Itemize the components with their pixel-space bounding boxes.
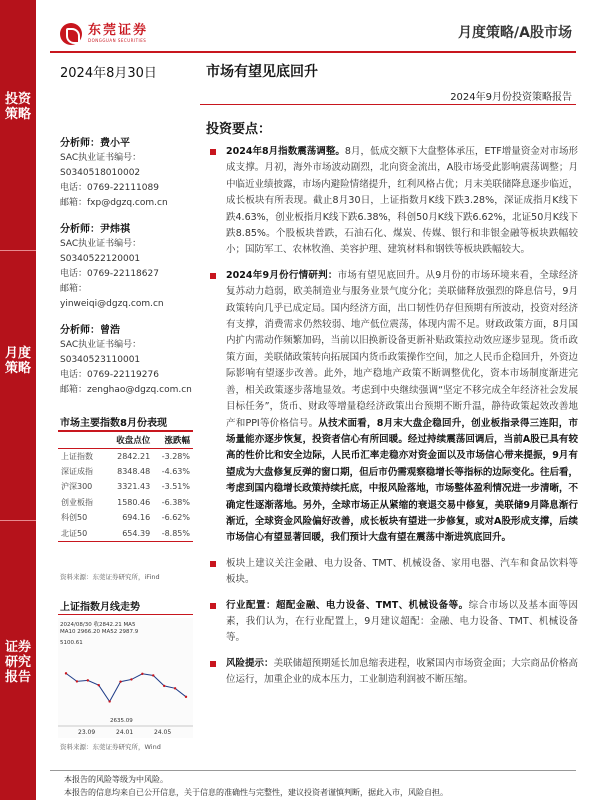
- logo-text-en: DONGGUAN SECURITIES: [88, 38, 147, 43]
- data-point: [65, 672, 67, 674]
- analyst-card: [60, 323, 195, 398]
- subtitle-divider: [200, 104, 576, 105]
- index-close: 1580.46: [117, 497, 151, 507]
- analyst-name: 分析师：费小平: [60, 138, 130, 149]
- key-points-body: [206, 144, 578, 698]
- data-point: [130, 678, 132, 680]
- analyst-cert-label: SAC执业证书编号：: [60, 340, 142, 350]
- footer-risk-level: 本报告的风险等级为中风险。: [64, 775, 168, 784]
- sidebar-label-strategy: 投资策略: [4, 92, 31, 122]
- table-header-row: [58, 433, 193, 448]
- paragraph-lead: 风险提示：: [226, 657, 274, 669]
- index-name: 科创50: [61, 513, 88, 523]
- bullet-paragraph: [206, 656, 578, 689]
- chart-low-label: 2635.09: [110, 718, 133, 724]
- analyst-list: [60, 136, 195, 409]
- index-change: -3.51%: [161, 482, 190, 492]
- data-point: [98, 684, 100, 686]
- index-name: 深证成指: [61, 466, 93, 476]
- analyst-cert-no: S0340522120001: [60, 254, 141, 264]
- header-cell: [58, 433, 106, 448]
- x-tick-label: 24.01: [116, 729, 134, 736]
- chart-high-label: 5100.61: [60, 640, 83, 646]
- x-tick-label: 23.09: [78, 729, 96, 736]
- data-point: [185, 696, 187, 698]
- company-logo: [60, 20, 148, 48]
- index-change: -3.28%: [161, 451, 190, 461]
- paragraph-text: 市场有望见底回升。从9月份的市场环境来看，全球经济复苏动力趋弱，欧美制造业与服务业景气度分化；美联储释放强烈的降息信号，9月政策转向几乎已成定局。国内经济方面，出口韧性仍存但预期有所波动，投资对经济有支撑，消费需求仍然较弱、地产低位震荡，体现内需不足。财政政策方面，8月国内扩内需动作频繁加码，当前以旧换新设备更新补贴政策拉动效应逐步显现。货币政策方面，美联储政策转向拓展国内货币政策操作空间，加之人民币企稳回升，外资边际影响有望逐步改善。此外，地产稳地产政策不断调整优化，资本市场制度渐进完善，相关政策逐步落地显效。考虑到中央继续强调“坚定不移完成全年经济社会发展目标任务”，货币、财政等增量稳经济政策出台预期不断升温，静待政策起效改善地产和PPI等价格信号。: [226, 269, 578, 429]
- bullet-paragraph: [206, 144, 578, 259]
- paragraph-text: 美联储超预期延长加息缩表进程，收紧国内市场资金面；大宗商品价格高位运行，加重企业的成本压力，工业制造利润被不断压缩。: [226, 657, 578, 686]
- analyst-email-label: 邮箱：: [60, 284, 88, 294]
- table-source-note: 资料来源：东莞证券研究所，iFind: [60, 573, 160, 581]
- analyst-cert-no: S0340523110001: [60, 355, 141, 365]
- sidebar-divider: [0, 250, 36, 251]
- table-row: [58, 479, 193, 495]
- paragraph-text: 板块上建议关注金融、电力设备、TMT、机械设备、家用电器、汽车和食品饮料等板块。: [226, 557, 578, 586]
- index-close: 8348.48: [117, 466, 151, 476]
- analyst-cert-no: S0340518010002: [60, 168, 141, 178]
- table-row: [58, 495, 193, 511]
- analyst-card: [60, 136, 195, 211]
- key-points-title: 投资要点：: [206, 122, 272, 137]
- header-divider: [50, 51, 576, 53]
- analyst-email[interactable]: 邮箱：fxp@dgzq.com.cn: [60, 198, 168, 208]
- left-red-sidebar: [0, 0, 36, 800]
- report-subtitle: 2024年9月份投资策略报告: [450, 92, 572, 103]
- square-bullet-icon: [210, 603, 216, 609]
- table-row: [58, 464, 193, 480]
- sidebar-label-research: 证券研究报告: [4, 640, 31, 685]
- analyst-phone: 电话：0769-22118627: [60, 269, 159, 279]
- table-row: [58, 448, 193, 464]
- sidebar-divider: [0, 520, 36, 521]
- chart-legend-line-2: MA10 2966.20 MA52 2987.9: [60, 629, 139, 635]
- sidebar-label-monthly: 月度策略: [4, 346, 31, 376]
- index-name: 北证50: [61, 528, 88, 538]
- index-close: 654.39: [122, 528, 151, 538]
- index-name: 创业板指: [61, 497, 93, 507]
- footer-disclaimer: 本报告的信息均来自已公开信息，关于信息的准确性与完整性，建议投资者谨慎判断，据此入市，风险自担。: [64, 788, 448, 797]
- paragraph-text: 综合市场以及基本面等因素，我们认为，在行业配置上，9月建议超配：金融、电力设备、TMT、机械设备等。: [226, 599, 578, 644]
- index-name: 上证指数: [61, 451, 93, 461]
- data-point: [76, 680, 78, 682]
- analyst-phone: 电话：0769-22111089: [60, 183, 159, 193]
- data-point: [108, 700, 110, 702]
- data-point: [163, 685, 165, 687]
- index-close: 2842.21: [117, 451, 151, 461]
- data-point: [141, 673, 143, 675]
- footer-divider: [50, 770, 576, 771]
- index-close: 3321.43: [117, 482, 151, 492]
- paragraph-bold-text: 从技术面看，8月末大盘企稳回升，创业板指录得三连阳，市场量能亦逐步恢复，投资者信心有所回暖。经过持续震荡回调后，当前A股已具有较高的性价比和安全边际，人民币汇率走稳亦对资金面以及市场信心带来提振，9月有望成为大盘修复反弹的窗口期，但后市仍需观察稳增长等指标的边际变化。往后看，考虑到国内稳增长政策持续托底，中报风险落地，市场整体盈利情况进一步清晰，不确定性逐渐落地。另外，全球市场正从紧缩的衰退交易中修复，美联储9月降息渐行渐近，全球资金风险偏好改善，成长板块有望进一步修复，或对A股形成支撑，后续市场信心有望显著回暖，我们预计大盘有望在震荡中渐进筑底回升。: [226, 417, 578, 544]
- chart-legend-line-1: 2024/08/30 收2842.21 MA5: [60, 622, 136, 628]
- square-bullet-icon: [210, 661, 216, 667]
- x-tick-label: 24.05: [154, 729, 172, 736]
- index-table: [58, 433, 193, 542]
- logo-icon: [60, 23, 82, 45]
- table-row: [58, 526, 193, 542]
- bullet-paragraph: [206, 268, 578, 547]
- index-change: -6.38%: [161, 497, 190, 507]
- paragraph-bold-text: 超配金融、电力设备、TMT、机械设备等。: [275, 599, 469, 611]
- paragraph-lead: 2024年8月指数震荡调整。: [226, 146, 345, 157]
- bullet-paragraph: [206, 598, 578, 647]
- paragraph-lead: 行业配置：: [226, 599, 276, 611]
- chart-title: 上证指数月线走势: [60, 602, 140, 613]
- index-change: -6.62%: [161, 513, 190, 523]
- data-point: [174, 687, 176, 689]
- square-bullet-icon: [210, 149, 216, 155]
- page-title: 市场有望见底回升: [206, 64, 318, 80]
- analyst-phone: 电话：0769-22119276: [60, 370, 159, 380]
- logo-text-cn: 东莞证券: [88, 23, 149, 38]
- report-date: 2024年8月30日: [60, 66, 157, 81]
- data-point: [152, 674, 154, 676]
- square-bullet-icon: [210, 273, 216, 279]
- header-cell: 收盘点位: [106, 433, 153, 448]
- table-top-rule: [58, 430, 193, 432]
- analyst-name: 分析师：尹炜祺: [60, 224, 130, 235]
- index-name: 沪深300: [61, 482, 93, 492]
- analyst-email[interactable]: 邮箱：zenghao@dgzq.com.cn: [60, 385, 192, 395]
- analyst-cert-label: SAC执业证书编号：: [60, 239, 142, 249]
- chart-source-note: 资料来源：东莞证券研究所，Wind: [60, 743, 161, 751]
- square-bullet-icon: [210, 561, 216, 567]
- data-point: [119, 680, 121, 682]
- analyst-cert-label: SAC执业证书编号：: [60, 153, 142, 163]
- index-monthly-chart: [58, 618, 193, 738]
- bullet-paragraph: [206, 556, 578, 589]
- analyst-card: [60, 222, 195, 312]
- index-close: 694.16: [122, 513, 151, 523]
- table-row: [58, 510, 193, 526]
- header-cell: 涨跌幅: [153, 433, 193, 448]
- paragraph-text: 8月，低成交额下大盘整体承压，ETF增量资金对市场形成支撑。月初，海外市场波动剧烈，北向资金流出，A股市场受此影响震荡调整；月中临近业绩披露，市场内避险情绪提升，红利风格占优；月末美联储降息逐步临近，成长板块有所表现。截止8月30日，上证指数月K线下跌3.28%，深证成指月K线下跌4.63%，创业板指月K线下跌6.38%，科创50月K线下跌6.62%，北证50月K线下跌8.85%。个股板块普跌，石油石化、煤炭、传媒、银行和非银金融等板块跌幅较小；国防军工、农林牧渔、美容护理、建筑材料和钢铁等板块跌幅较大。: [226, 146, 578, 256]
- analyst-email[interactable]: yinweiqi@dgzq.com.cn: [60, 299, 164, 309]
- index-table-title: 市场主要指数8月份表现: [60, 418, 167, 429]
- index-change: -4.63%: [161, 466, 190, 476]
- chart-top-rule: [58, 614, 193, 615]
- header-title: 月度策略/A股市场: [458, 25, 572, 41]
- analyst-name: 分析师：曾浩: [60, 325, 120, 336]
- paragraph-lead: 2024年9月份行情研判：: [226, 269, 338, 281]
- index-change: -8.85%: [161, 528, 190, 538]
- data-point: [87, 679, 89, 681]
